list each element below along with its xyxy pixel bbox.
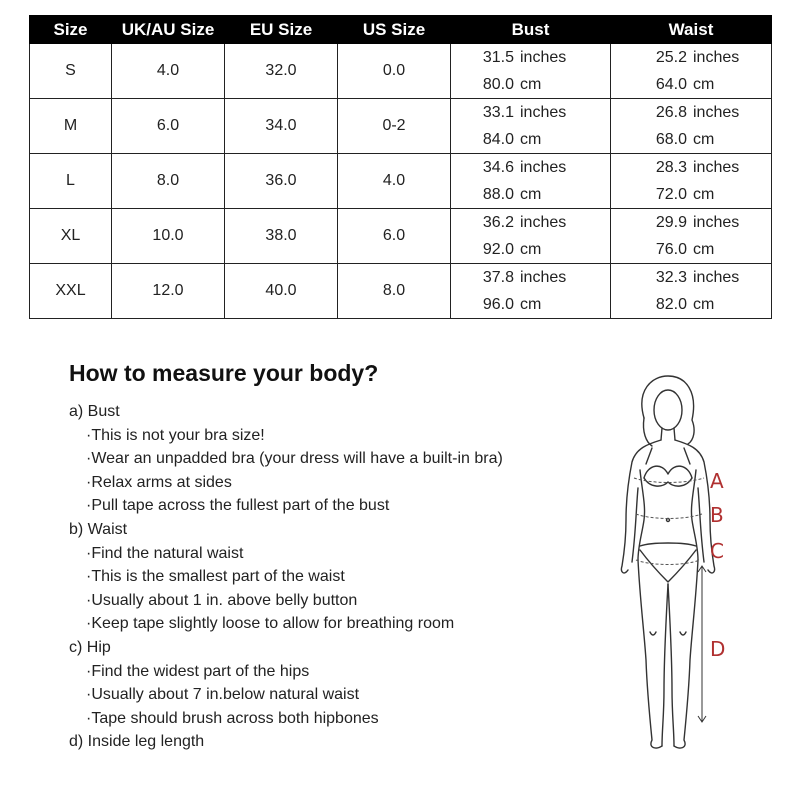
bust-cm-value: 84.0 — [482, 131, 514, 148]
bust-cm-unit: cm — [520, 76, 542, 93]
waist-in-unit: inches — [693, 104, 740, 121]
waist-cm-unit: cm — [693, 131, 715, 148]
body-measurement-figure — [592, 370, 752, 760]
bust-in-line — [451, 44, 610, 71]
bust-cm-line — [451, 291, 610, 318]
bust-cm-value: 88.0 — [482, 186, 514, 203]
guide-title: How to measure your body? — [69, 360, 379, 386]
waist-cm-unit: cm — [693, 76, 715, 93]
cell-waist — [611, 44, 772, 99]
guide-tip: ·Wear an unpadded bra (your dress will have a built-in bra) — [86, 450, 503, 468]
bust-in-value: 36.2 — [482, 214, 514, 231]
waist-in-unit: inches — [693, 159, 740, 176]
table-row — [30, 99, 772, 154]
bust-in-value: 33.1 — [482, 104, 514, 121]
bust-in-unit: inches — [520, 104, 567, 121]
waist-cm-line — [611, 236, 771, 263]
bust-cm-unit: cm — [520, 241, 542, 258]
guide-tip: ·This is the smallest part of the waist — [86, 568, 345, 586]
guide-tip: ·Tape should brush across both hipbones — [86, 709, 379, 727]
bust-cm-line — [451, 236, 610, 263]
waist-cm-unit: cm — [693, 296, 715, 313]
waist-in-value: 28.3 — [655, 159, 687, 176]
cell-bust — [451, 99, 611, 154]
guide-tip: ·Usually about 1 in. above belly button — [86, 591, 358, 609]
waist-in-unit: inches — [693, 49, 740, 66]
waist-cm-line — [611, 181, 771, 208]
guide-section-heading: d) Inside leg length — [69, 733, 205, 751]
bust-cm-value: 96.0 — [482, 296, 514, 313]
waist-in-value: 26.8 — [655, 104, 687, 121]
cell-bust — [451, 44, 611, 99]
waist-in-value: 29.9 — [655, 214, 687, 231]
bust-in-value: 31.5 — [482, 49, 514, 66]
waist-cm-line — [611, 126, 771, 153]
bust-in-unit: inches — [520, 49, 567, 66]
header-waist: Waist — [611, 16, 772, 44]
bust-in-unit: inches — [520, 214, 567, 231]
cell-uk-au-size: 4.0 — [112, 44, 225, 99]
cell-us-size: 0-2 — [338, 99, 451, 154]
header-eu-size: EU Size — [225, 16, 338, 44]
bust-cm-value: 80.0 — [482, 76, 514, 93]
marker-b: B — [710, 503, 724, 527]
waist-cm-value: 64.0 — [655, 76, 687, 93]
guide-tip: ·Keep tape slightly loose to allow for breathing room — [86, 615, 455, 633]
cell-eu-size: 34.0 — [225, 99, 338, 154]
bust-cm-unit: cm — [520, 131, 542, 148]
bust-cm-line — [451, 71, 610, 98]
cell-us-size: 8.0 — [338, 264, 451, 319]
cell-eu-size: 40.0 — [225, 264, 338, 319]
waist-in-line — [611, 264, 771, 291]
cell-waist — [611, 99, 772, 154]
bust-in-unit: inches — [520, 159, 567, 176]
cell-us-size: 0.0 — [338, 44, 451, 99]
cell-uk-au-size: 6.0 — [112, 99, 225, 154]
bust-in-line — [451, 154, 610, 181]
table-header-row — [30, 16, 772, 44]
cell-eu-size: 36.0 — [225, 154, 338, 209]
header-bust: Bust — [451, 16, 611, 44]
cell-bust — [451, 209, 611, 264]
guide-tip: ·Usually about 7 in.below natural waist — [86, 686, 360, 704]
waist-in-line — [611, 99, 771, 126]
table-row — [30, 264, 772, 319]
cell-size: XL — [30, 209, 112, 264]
waist-cm-line — [611, 291, 771, 318]
header-size: Size — [30, 16, 112, 44]
bust-in-value: 37.8 — [482, 269, 514, 286]
waist-in-value: 32.3 — [655, 269, 687, 286]
bust-cm-line — [451, 181, 610, 208]
waist-cm-unit: cm — [693, 186, 715, 203]
table-row — [30, 154, 772, 209]
cell-us-size: 6.0 — [338, 209, 451, 264]
size-chart-table — [29, 15, 772, 319]
guide-section-heading: b) Waist — [69, 520, 128, 538]
cell-us-size: 4.0 — [338, 154, 451, 209]
cell-bust — [451, 264, 611, 319]
bust-in-unit: inches — [520, 269, 567, 286]
bust-in-line — [451, 209, 610, 236]
table-row — [30, 44, 772, 99]
bust-in-line — [451, 264, 610, 291]
cell-uk-au-size: 10.0 — [112, 209, 225, 264]
cell-size: L — [30, 154, 112, 209]
guide-section-heading: a) Bust — [69, 403, 120, 420]
waist-cm-value: 68.0 — [655, 131, 687, 148]
cell-waist — [611, 154, 772, 209]
cell-waist — [611, 209, 772, 264]
cell-uk-au-size: 12.0 — [112, 264, 225, 319]
cell-size: XXL — [30, 264, 112, 319]
body-outline-icon — [592, 370, 752, 760]
marker-c: C — [710, 539, 724, 563]
bust-in-line — [451, 99, 610, 126]
waist-cm-value: 82.0 — [655, 296, 687, 313]
bust-cm-unit: cm — [520, 296, 542, 313]
cell-bust — [451, 154, 611, 209]
guide-tip: ·This is not your bra size! — [86, 426, 265, 444]
waist-in-unit: inches — [693, 214, 740, 231]
guide-section-heading: c) Hip — [69, 638, 111, 656]
waist-cm-value: 76.0 — [655, 241, 687, 258]
cell-waist — [611, 264, 772, 319]
waist-in-line — [611, 209, 771, 236]
marker-a: A — [710, 469, 724, 493]
measurement-guide — [69, 400, 609, 754]
table-row — [30, 209, 772, 264]
header-uk-au-size: UK/AU Size — [112, 16, 225, 44]
guide-tip: ·Find the natural waist — [86, 544, 244, 562]
marker-d: D — [710, 637, 726, 661]
waist-in-unit: inches — [693, 269, 740, 286]
cell-size: M — [30, 99, 112, 154]
cell-eu-size: 32.0 — [225, 44, 338, 99]
cell-uk-au-size: 8.0 — [112, 154, 225, 209]
cell-eu-size: 38.0 — [225, 209, 338, 264]
waist-in-line — [611, 44, 771, 71]
guide-tip: ·Find the widest part of the hips — [86, 662, 310, 680]
waist-cm-value: 72.0 — [655, 186, 687, 203]
guide-tip: ·Pull tape across the fullest part of the bust — [86, 497, 390, 515]
waist-cm-line — [611, 71, 771, 98]
bust-cm-unit: cm — [520, 186, 542, 203]
cell-size: S — [30, 44, 112, 99]
waist-cm-unit: cm — [693, 241, 715, 258]
waist-in-value: 25.2 — [655, 49, 687, 66]
bust-cm-line — [451, 126, 610, 153]
bust-cm-value: 92.0 — [482, 241, 514, 258]
guide-tip: ·Relax arms at sides — [86, 473, 232, 491]
header-us-size: US Size — [338, 16, 451, 44]
bust-in-value: 34.6 — [482, 159, 514, 176]
waist-in-line — [611, 154, 771, 181]
